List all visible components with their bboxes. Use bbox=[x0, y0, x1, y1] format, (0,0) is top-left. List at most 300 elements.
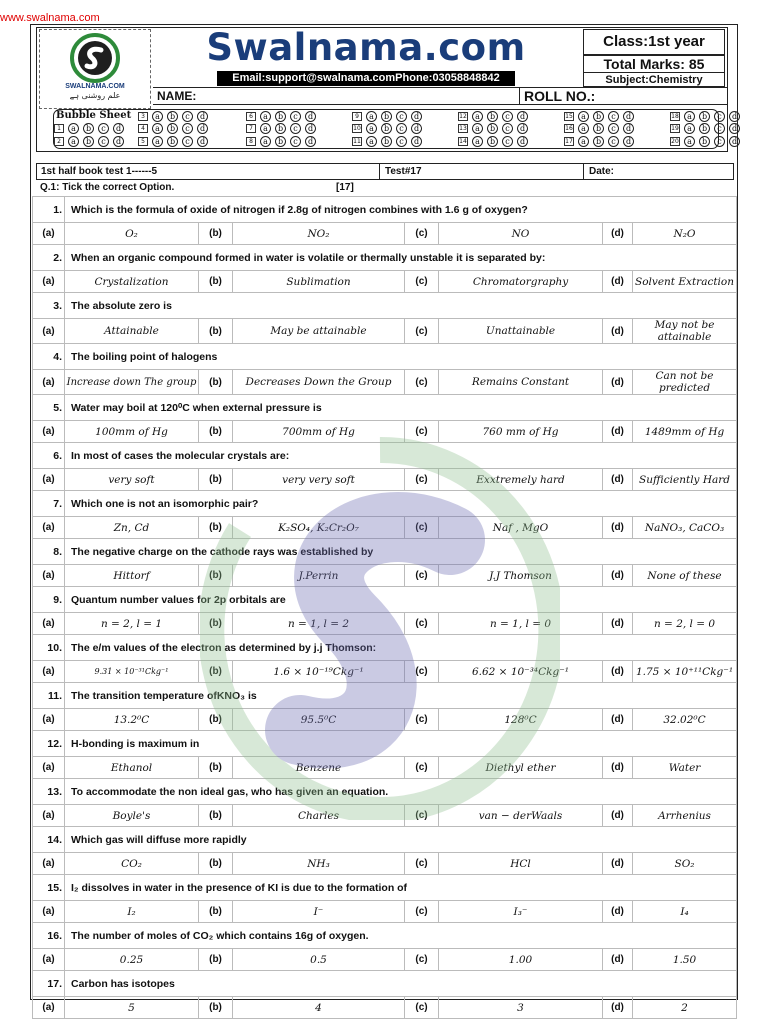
option-label: (c) bbox=[405, 661, 439, 683]
option-label: (a) bbox=[33, 271, 65, 293]
bubble-question-number: 16 bbox=[565, 125, 573, 132]
option-label: (d) bbox=[603, 613, 633, 635]
answer-bubble[interactable]: a bbox=[68, 123, 79, 134]
brand-title: Swalnama.com bbox=[206, 26, 526, 69]
option-d[interactable]: 1.50 bbox=[633, 949, 737, 971]
answer-bubble[interactable]: d bbox=[623, 123, 634, 134]
option-c[interactable]: Naf , MgO bbox=[439, 517, 603, 539]
divider bbox=[379, 164, 380, 179]
question-number: 2. bbox=[33, 245, 65, 271]
name-roll-row bbox=[153, 87, 727, 105]
question-row bbox=[33, 395, 737, 421]
question-number: 17. bbox=[33, 971, 65, 997]
option-a[interactable]: Zn, Cd bbox=[65, 517, 199, 539]
answer-bubble[interactable]: b bbox=[699, 111, 710, 122]
answer-bubble[interactable]: b bbox=[167, 123, 178, 134]
answer-bubble[interactable]: c bbox=[502, 136, 513, 147]
answer-bubble[interactable]: a bbox=[684, 136, 695, 147]
question-number: 14. bbox=[33, 827, 65, 853]
option-a[interactable]: n = 2, l = 1 bbox=[65, 613, 199, 635]
option-label: (d) bbox=[603, 661, 633, 683]
bubble-question-number: 8 bbox=[246, 137, 256, 146]
question-text: When an organic compound formed in water is volatile or thermally unstable it is separated by: bbox=[65, 245, 737, 271]
question-text: The e/m values of the electron as determined by j.j Thomson: bbox=[65, 635, 737, 661]
option-label: (c) bbox=[405, 901, 439, 923]
answer-bubble[interactable]: c bbox=[98, 123, 109, 134]
option-label: (b) bbox=[199, 901, 233, 923]
answer-bubble[interactable]: c bbox=[608, 111, 619, 122]
answer-bubble[interactable]: a bbox=[366, 123, 377, 134]
option-label: (a) bbox=[33, 853, 65, 875]
answer-bubble[interactable]: a bbox=[684, 123, 695, 134]
option-a[interactable]: 0.25 bbox=[65, 949, 199, 971]
question-row bbox=[33, 197, 737, 223]
option-label: (d) bbox=[603, 370, 633, 395]
options-row bbox=[33, 613, 737, 635]
option-label: (c) bbox=[405, 949, 439, 971]
question-row bbox=[33, 971, 737, 997]
options-row bbox=[33, 757, 737, 779]
option-d[interactable]: Solvent Extraction bbox=[633, 271, 737, 293]
option-d[interactable]: None of these bbox=[633, 565, 737, 587]
question-row bbox=[33, 293, 737, 319]
answer-bubble[interactable]: b bbox=[167, 136, 178, 147]
option-label: (d) bbox=[603, 709, 633, 731]
bubble-question-number: 7 bbox=[246, 124, 256, 133]
option-label: (c) bbox=[405, 223, 439, 245]
answer-bubble[interactable]: b bbox=[699, 136, 710, 147]
answer-bubble[interactable]: a bbox=[260, 136, 271, 147]
option-d[interactable]: N₂O bbox=[633, 223, 737, 245]
question-number: 16. bbox=[33, 923, 65, 949]
answer-bubble[interactable]: b bbox=[381, 136, 392, 147]
question-text: Carbon has isotopes bbox=[65, 971, 737, 997]
answer-bubble[interactable]: a bbox=[152, 136, 163, 147]
bubble-question-number: 6 bbox=[246, 112, 256, 121]
options-row bbox=[33, 805, 737, 827]
option-label: (c) bbox=[405, 805, 439, 827]
contact-bar: Email:support@swalnama.comPhone:03058848842 bbox=[217, 71, 515, 86]
option-b[interactable]: 95.5⁰C bbox=[233, 709, 405, 731]
answer-bubble[interactable]: c bbox=[714, 123, 725, 134]
answer-bubble[interactable]: c bbox=[182, 123, 193, 134]
option-label: (a) bbox=[33, 901, 65, 923]
question-text: I₂ dissolves in water in the presence of KI is due to the formation of bbox=[65, 875, 737, 901]
answer-bubble[interactable]: a bbox=[260, 111, 271, 122]
option-b[interactable]: K₂SO₄, K₂Cr₂O₇ bbox=[233, 517, 405, 539]
answer-bubble[interactable]: b bbox=[275, 123, 286, 134]
bubble-question-number: 20 bbox=[671, 138, 679, 145]
answer-bubble[interactable]: d bbox=[623, 111, 634, 122]
answer-bubble[interactable]: b bbox=[83, 136, 94, 147]
answer-bubble[interactable]: a bbox=[578, 136, 589, 147]
divider bbox=[583, 164, 584, 179]
question-row bbox=[33, 344, 737, 370]
answer-bubble[interactable]: a bbox=[260, 123, 271, 134]
bubble-question-number: 5 bbox=[138, 137, 148, 146]
answer-bubble[interactable]: c bbox=[608, 136, 619, 147]
option-label: (c) bbox=[405, 997, 439, 1019]
answer-bubble[interactable]: c bbox=[182, 136, 193, 147]
option-label: (d) bbox=[603, 223, 633, 245]
logo-text: SWALNAMA.COM bbox=[65, 83, 125, 90]
question-text: H-bonding is maximum in bbox=[65, 731, 737, 757]
answer-bubble[interactable]: a bbox=[152, 123, 163, 134]
option-c[interactable]: van − derWaals bbox=[439, 805, 603, 827]
options-row bbox=[33, 565, 737, 587]
bubble-question-number: 18 bbox=[671, 113, 679, 120]
option-d[interactable]: Arrhenius bbox=[633, 805, 737, 827]
options-row bbox=[33, 661, 737, 683]
answer-bubble[interactable]: b bbox=[487, 111, 498, 122]
options-row bbox=[33, 319, 737, 344]
question-instruction: Q.1: Tick the correct Option. bbox=[40, 182, 175, 193]
option-label: (b) bbox=[199, 223, 233, 245]
option-label: (d) bbox=[603, 901, 633, 923]
answer-bubble[interactable]: d bbox=[411, 111, 422, 122]
answer-bubble[interactable]: b bbox=[381, 111, 392, 122]
options-row bbox=[33, 997, 737, 1019]
option-a[interactable]: Increase down The group bbox=[65, 370, 199, 395]
answer-bubble[interactable]: c bbox=[396, 123, 407, 134]
option-a[interactable]: 100mm of Hg bbox=[65, 421, 199, 443]
option-label: (a) bbox=[33, 805, 65, 827]
option-d[interactable]: NaNO₃, CaCO₃ bbox=[633, 517, 737, 539]
answer-bubble[interactable]: b bbox=[275, 111, 286, 122]
question-row bbox=[33, 875, 737, 901]
site-url[interactable]: www.swalnama.com bbox=[0, 12, 100, 24]
paper-header bbox=[36, 26, 738, 152]
option-b[interactable]: NO₂ bbox=[233, 223, 405, 245]
answer-bubble[interactable]: d bbox=[113, 136, 124, 147]
options-row bbox=[33, 223, 737, 245]
options-row bbox=[33, 271, 737, 293]
answer-bubble[interactable]: c bbox=[290, 111, 301, 122]
option-label: (a) bbox=[33, 757, 65, 779]
option-label: (c) bbox=[405, 370, 439, 395]
option-a[interactable]: Attainable bbox=[65, 319, 199, 344]
question-number: 6. bbox=[33, 443, 65, 469]
option-label: (a) bbox=[33, 709, 65, 731]
option-label: (c) bbox=[405, 517, 439, 539]
option-a[interactable]: CO₂ bbox=[65, 853, 199, 875]
option-b[interactable]: I⁻ bbox=[233, 901, 405, 923]
option-label: (d) bbox=[603, 469, 633, 491]
test-title: 1st half book test 1------5 bbox=[41, 166, 158, 177]
option-b[interactable]: 700mm of Hg bbox=[233, 421, 405, 443]
bubble-question-number: 10 bbox=[353, 125, 361, 132]
question-row bbox=[33, 827, 737, 853]
option-label: (d) bbox=[603, 421, 633, 443]
option-label: (b) bbox=[199, 517, 233, 539]
mcq-table bbox=[32, 196, 737, 1019]
option-c[interactable]: Remains Constant bbox=[439, 370, 603, 395]
answer-bubble[interactable]: a bbox=[152, 111, 163, 122]
question-text: The negative charge on the cathode rays was established by bbox=[65, 539, 737, 565]
answer-bubble[interactable]: d bbox=[197, 123, 208, 134]
option-b[interactable]: May be attainable bbox=[233, 319, 405, 344]
answer-bubble[interactable]: d bbox=[197, 136, 208, 147]
option-label: (a) bbox=[33, 469, 65, 491]
answer-bubble[interactable]: d bbox=[305, 111, 316, 122]
answer-bubble[interactable]: b bbox=[699, 123, 710, 134]
option-b[interactable]: Decreases Down the Group bbox=[233, 370, 405, 395]
question-row bbox=[33, 443, 737, 469]
option-c[interactable]: n = 1, l = 0 bbox=[439, 613, 603, 635]
option-d[interactable]: 2 bbox=[633, 997, 737, 1019]
option-d[interactable]: 32.02⁰C bbox=[633, 709, 737, 731]
answer-bubble[interactable]: c bbox=[714, 111, 725, 122]
answer-bubble[interactable]: d bbox=[517, 111, 528, 122]
option-b[interactable]: 4 bbox=[233, 997, 405, 1019]
answer-bubble[interactable]: b bbox=[275, 136, 286, 147]
option-a[interactable]: Hittorf bbox=[65, 565, 199, 587]
option-c[interactable]: 6.62 × 10⁻³⁴Ckg⁻¹ bbox=[439, 661, 603, 683]
option-label: (d) bbox=[603, 517, 633, 539]
answer-bubble[interactable]: d bbox=[411, 123, 422, 134]
option-b[interactable]: Benzene bbox=[233, 757, 405, 779]
option-label: (d) bbox=[603, 565, 633, 587]
options-row bbox=[33, 949, 737, 971]
option-a[interactable]: I₂ bbox=[65, 901, 199, 923]
option-a[interactable]: very soft bbox=[65, 469, 199, 491]
option-b[interactable]: very very soft bbox=[233, 469, 405, 491]
question-row bbox=[33, 779, 737, 805]
option-label: (c) bbox=[405, 469, 439, 491]
answer-bubble[interactable]: c bbox=[502, 123, 513, 134]
option-c[interactable]: 128⁰C bbox=[439, 709, 603, 731]
answer-bubble[interactable]: d bbox=[729, 111, 740, 122]
answer-bubble[interactable]: c bbox=[98, 136, 109, 147]
option-a[interactable]: Boyle's bbox=[65, 805, 199, 827]
answer-bubble[interactable]: c bbox=[502, 111, 513, 122]
option-label: (a) bbox=[33, 613, 65, 635]
question-row bbox=[33, 245, 737, 271]
question-number: 15. bbox=[33, 875, 65, 901]
roll-label: ROLL NO.: bbox=[519, 88, 595, 105]
option-label: (d) bbox=[603, 997, 633, 1019]
option-c[interactable]: I₃⁻ bbox=[439, 901, 603, 923]
option-label: (b) bbox=[199, 370, 233, 395]
option-c[interactable]: Unattainable bbox=[439, 319, 603, 344]
option-b[interactable]: Sublimation bbox=[233, 271, 405, 293]
answer-bubble[interactable]: d bbox=[729, 123, 740, 134]
bubble-question-number: 4 bbox=[138, 124, 148, 133]
question-number: 12. bbox=[33, 731, 65, 757]
answer-bubble[interactable]: a bbox=[472, 111, 483, 122]
option-c[interactable]: 3 bbox=[439, 997, 603, 1019]
options-row bbox=[33, 517, 737, 539]
option-b[interactable]: J.Perrin bbox=[233, 565, 405, 587]
answer-bubble[interactable]: d bbox=[113, 123, 124, 134]
answer-bubble[interactable]: b bbox=[487, 136, 498, 147]
option-label: (c) bbox=[405, 613, 439, 635]
option-c[interactable]: 1.00 bbox=[439, 949, 603, 971]
question-number: 5. bbox=[33, 395, 65, 421]
answer-bubble[interactable]: b bbox=[593, 123, 604, 134]
bubble-question-number: 17 bbox=[565, 138, 573, 145]
option-d[interactable]: Can not be predicted bbox=[633, 370, 737, 395]
option-label: (b) bbox=[199, 271, 233, 293]
question-number: 7. bbox=[33, 491, 65, 517]
answer-bubble[interactable]: a bbox=[366, 111, 377, 122]
option-label: (d) bbox=[603, 757, 633, 779]
option-c[interactable]: NO bbox=[439, 223, 603, 245]
question-text: Which gas will diffuse more rapidly bbox=[65, 827, 737, 853]
option-label: (c) bbox=[405, 421, 439, 443]
option-label: (b) bbox=[199, 565, 233, 587]
answer-bubble[interactable]: d bbox=[411, 136, 422, 147]
option-label: (d) bbox=[603, 949, 633, 971]
answer-bubble[interactable]: c bbox=[608, 123, 619, 134]
answer-bubble[interactable]: d bbox=[197, 111, 208, 122]
options-row bbox=[33, 901, 737, 923]
total-marks: Total Marks: 85 bbox=[583, 55, 725, 73]
option-label: (c) bbox=[405, 271, 439, 293]
option-d[interactable]: n = 2, l = 0 bbox=[633, 613, 737, 635]
answer-bubble[interactable]: a bbox=[68, 136, 79, 147]
answer-bubble[interactable]: a bbox=[366, 136, 377, 147]
option-b[interactable]: 0.5 bbox=[233, 949, 405, 971]
answer-bubble[interactable]: a bbox=[472, 136, 483, 147]
options-row bbox=[33, 421, 737, 443]
option-label: (b) bbox=[199, 613, 233, 635]
question-number: 10. bbox=[33, 635, 65, 661]
answer-bubble[interactable]: d bbox=[729, 136, 740, 147]
option-b[interactable]: 1.6 × 10⁻¹⁹Ckg⁻¹ bbox=[233, 661, 405, 683]
option-c[interactable]: Chromatorgraphy bbox=[439, 271, 603, 293]
bubble-question-number: 1 bbox=[54, 124, 64, 133]
question-number: 13. bbox=[33, 779, 65, 805]
question-text: Water may boil at 120⁰C when external pressure is bbox=[65, 395, 737, 421]
option-a[interactable]: Ethanol bbox=[65, 757, 199, 779]
option-label: (a) bbox=[33, 421, 65, 443]
answer-bubble[interactable]: b bbox=[167, 111, 178, 122]
test-number: Test#17 bbox=[385, 166, 422, 177]
option-label: (b) bbox=[199, 805, 233, 827]
question-text: The transition temperature ofKNO₃ is bbox=[65, 683, 737, 709]
option-b[interactable]: n = 1, l = 2 bbox=[233, 613, 405, 635]
option-a[interactable]: 9.31 × 10⁻³¹Ckg⁻¹ bbox=[65, 661, 199, 683]
option-b[interactable]: Charles bbox=[233, 805, 405, 827]
option-a[interactable]: Crystalization bbox=[65, 271, 199, 293]
bubble-question-number: 13 bbox=[459, 125, 467, 132]
option-label: (c) bbox=[405, 853, 439, 875]
answer-bubble[interactable]: c bbox=[714, 136, 725, 147]
question-row bbox=[33, 635, 737, 661]
answer-bubble[interactable]: d bbox=[305, 123, 316, 134]
option-b[interactable]: NH₃ bbox=[233, 853, 405, 875]
option-label: (d) bbox=[603, 805, 633, 827]
option-d[interactable]: 1489mm of Hg bbox=[633, 421, 737, 443]
answer-bubble[interactable]: b bbox=[487, 123, 498, 134]
bubble-sheet bbox=[53, 109, 738, 149]
answer-bubble[interactable]: d bbox=[623, 136, 634, 147]
bubble-question-number: 2 bbox=[54, 137, 64, 146]
answer-bubble[interactable]: d bbox=[517, 136, 528, 147]
option-label: (c) bbox=[405, 565, 439, 587]
option-d[interactable]: SO₂ bbox=[633, 853, 737, 875]
option-label: (d) bbox=[603, 319, 633, 344]
question-row bbox=[33, 923, 737, 949]
option-c[interactable]: 760 mm of Hg bbox=[439, 421, 603, 443]
question-number: 8. bbox=[33, 539, 65, 565]
answer-bubble[interactable]: a bbox=[472, 123, 483, 134]
bubble-question-number: 3 bbox=[138, 112, 148, 121]
option-label: (b) bbox=[199, 661, 233, 683]
option-d[interactable]: I₄ bbox=[633, 901, 737, 923]
option-label: (b) bbox=[199, 469, 233, 491]
option-d[interactable]: Water bbox=[633, 757, 737, 779]
option-label: (b) bbox=[199, 709, 233, 731]
question-number: 3. bbox=[33, 293, 65, 319]
answer-bubble[interactable]: c bbox=[182, 111, 193, 122]
option-label: (a) bbox=[33, 565, 65, 587]
option-a[interactable]: 13.2⁰C bbox=[65, 709, 199, 731]
date-label: Date: bbox=[589, 166, 615, 177]
logo-tagline: علم روشنی ہے bbox=[69, 91, 121, 100]
bubble-question-number: 14 bbox=[459, 138, 467, 145]
answer-bubble[interactable]: b bbox=[593, 111, 604, 122]
question-text: Quantum number values for 2p orbitals are bbox=[65, 587, 737, 613]
bubble-sheet-title: Bubble Sheet bbox=[56, 110, 132, 121]
option-d[interactable]: 1.75 × 10⁺¹¹Ckg⁻¹ bbox=[633, 661, 737, 683]
option-c[interactable]: Exxtremely hard bbox=[439, 469, 603, 491]
question-text: The absolute zero is bbox=[65, 293, 737, 319]
question-text: To accommodate the non ideal gas, who has given an equation. bbox=[65, 779, 737, 805]
options-row bbox=[33, 469, 737, 491]
answer-bubble[interactable]: a bbox=[578, 111, 589, 122]
option-d[interactable]: Sufficiently Hard bbox=[633, 469, 737, 491]
option-d[interactable]: May not be attainable bbox=[633, 319, 737, 344]
option-label: (c) bbox=[405, 757, 439, 779]
option-c[interactable]: HCl bbox=[439, 853, 603, 875]
answer-bubble[interactable]: d bbox=[305, 136, 316, 147]
answer-bubble[interactable]: c bbox=[290, 123, 301, 134]
question-text: In most of cases the molecular crystals are: bbox=[65, 443, 737, 469]
question-text: The boiling point of halogens bbox=[65, 344, 737, 370]
option-label: (b) bbox=[199, 997, 233, 1019]
option-label: (a) bbox=[33, 517, 65, 539]
option-c[interactable]: Diethyl ether bbox=[439, 757, 603, 779]
option-a[interactable]: 5 bbox=[65, 997, 199, 1019]
answer-bubble[interactable]: b bbox=[83, 123, 94, 134]
option-label: (a) bbox=[33, 223, 65, 245]
option-c[interactable]: J.J Thomson bbox=[439, 565, 603, 587]
option-a[interactable]: O₂ bbox=[65, 223, 199, 245]
answer-bubble[interactable]: a bbox=[578, 123, 589, 134]
answer-bubble[interactable]: a bbox=[684, 111, 695, 122]
answer-bubble[interactable]: c bbox=[396, 136, 407, 147]
option-label: (b) bbox=[199, 421, 233, 443]
question-number: 1. bbox=[33, 197, 65, 223]
option-label: (b) bbox=[199, 853, 233, 875]
option-label: (a) bbox=[33, 319, 65, 344]
option-label: (d) bbox=[603, 853, 633, 875]
option-label: (a) bbox=[33, 661, 65, 683]
question-marks: [17] bbox=[336, 182, 354, 193]
question-text: The number of moles of CO₂ which contains 16g of oxygen. bbox=[65, 923, 737, 949]
answer-bubble[interactable]: d bbox=[517, 123, 528, 134]
answer-bubble[interactable]: b bbox=[593, 136, 604, 147]
option-label: (b) bbox=[199, 319, 233, 344]
question-number: 4. bbox=[33, 344, 65, 370]
swalnama-logo-icon bbox=[70, 33, 120, 83]
answer-bubble[interactable]: c bbox=[396, 111, 407, 122]
answer-bubble[interactable]: c bbox=[290, 136, 301, 147]
answer-bubble[interactable]: b bbox=[381, 123, 392, 134]
question-number: 9. bbox=[33, 587, 65, 613]
